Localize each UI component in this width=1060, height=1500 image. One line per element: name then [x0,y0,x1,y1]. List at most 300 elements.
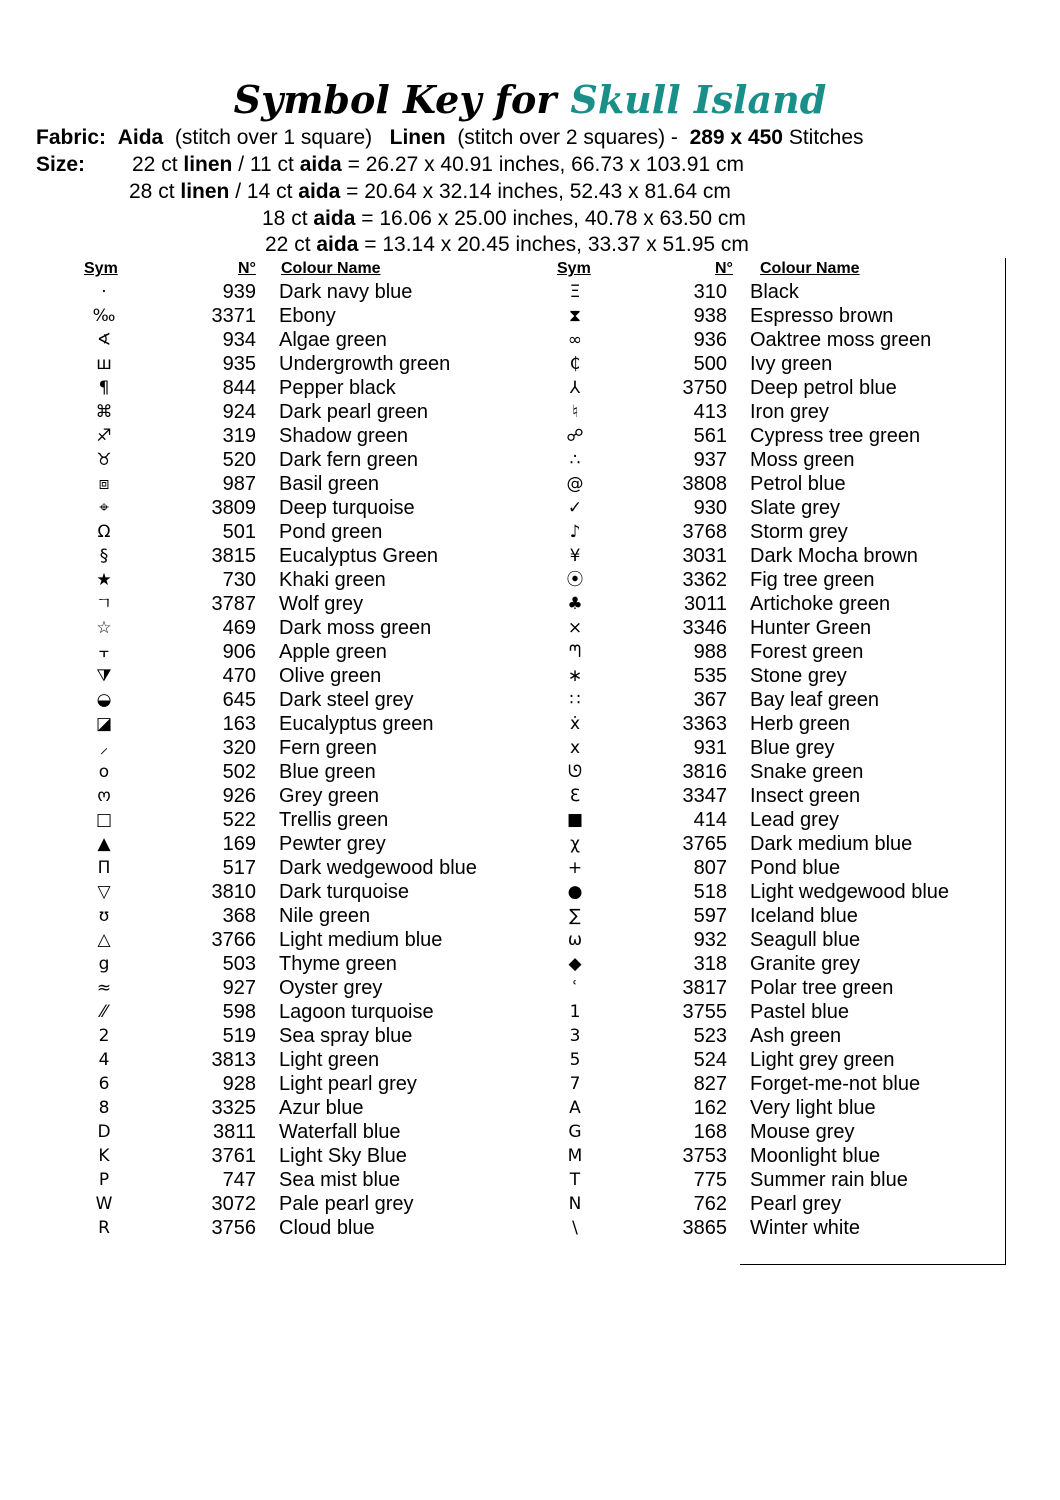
symbol-glyph: T [569,1170,581,1190]
colour-name: Herb green [750,713,851,735]
thread-number: 523 [693,1025,727,1047]
table-row [84,856,564,880]
table-row [84,760,564,784]
table-row [84,688,564,712]
thread-number: 3756 [211,1217,256,1239]
colour-name: Pale pearl grey [279,1193,414,1215]
symbol-glyph: \ [572,1218,578,1238]
colour-name: Mouse grey [750,1121,855,1143]
table-row [84,352,564,376]
colour-name: Forget-me-not blue [750,1073,921,1095]
thread-number: 3810 [211,881,256,903]
table-row [84,1192,564,1216]
table-row [84,304,564,328]
symbol-glyph: ⧩ [96,666,112,686]
symbol-glyph: A [569,1098,581,1118]
table-row [555,304,1035,328]
table-row [555,640,1035,664]
colour-name: Nile green [279,905,371,927]
colour-name: Light green [279,1049,380,1071]
colour-name: Light pearl grey [279,1073,417,1095]
symbol-glyph: ♮ [571,402,579,422]
colour-name: Lead grey [750,809,839,831]
table-row [84,592,564,616]
size-dimensions: = 20.64 x 32.14 inches, 52.43 x 81.64 cm [346,180,731,203]
table-row [555,904,1035,928]
symbol-glyph: ⦿ [566,570,584,590]
size-label-line [36,152,85,178]
symbol-glyph: ⸝ [99,738,109,758]
symbol-glyph: ∞ [567,330,583,350]
table-row [84,736,564,760]
colour-name: Pewter grey [279,833,386,855]
symbol-glyph: W [95,1194,113,1214]
thread-number: 162 [693,1097,727,1119]
table-row [555,1120,1035,1144]
symbol-glyph: ⌖ [99,498,109,518]
table-row [555,856,1035,880]
colour-name: Blue grey [750,737,835,759]
table-row [555,376,1035,400]
colour-name: Grey green [279,785,380,807]
colour-name: Azur blue [279,1097,364,1119]
symbol-glyph: 7 [569,1074,581,1094]
colour-name: Ebony [279,305,336,327]
thread-number: 775 [693,1169,727,1191]
symbol-glyph: ⨯ [567,618,583,638]
thread-number: 928 [222,1073,256,1095]
table-row [555,616,1035,640]
colour-name: Olive green [279,665,382,687]
symbol-glyph: o [98,762,110,782]
symbol-glyph: ● [567,882,583,902]
symbol-glyph: Π [97,858,111,878]
colour-name: Stone grey [750,665,847,687]
thread-number: 3787 [211,593,256,615]
symbol-glyph: ᘎ [567,762,583,782]
colour-name: Sea spray blue [279,1025,413,1047]
colour-name: Artichoke green [750,593,891,615]
symbol-glyph: ш [96,354,112,374]
colour-name: Espresso brown [750,305,894,327]
symbol-glyph: ∷ [569,690,581,710]
table-row [555,328,1035,352]
size-count: / 11 ct [238,153,294,176]
thread-number: 3813 [211,1049,256,1071]
colour-name: Iceland blue [750,905,858,927]
table-row [84,1216,564,1240]
colour-name: Dark turquoise [279,881,410,903]
thread-number: 469 [222,617,256,639]
size-fabric: linen [183,153,233,176]
thread-number: 367 [693,689,727,711]
thread-number: 561 [693,425,727,447]
colour-name: Cloud blue [279,1217,375,1239]
table-row [84,1072,564,1096]
table-row [555,1192,1035,1216]
symbol-glyph: · [101,282,107,302]
colour-name: Pastel blue [750,1001,849,1023]
symbol-glyph: M [567,1146,583,1166]
thread-number: 930 [693,497,727,519]
thread-number: 3761 [211,1145,256,1167]
table-row [555,1000,1035,1024]
header-sym-left: Sym [84,260,118,277]
table-row [555,760,1035,784]
thread-number: 3815 [211,545,256,567]
symbol-glyph: ω [567,930,583,950]
size-dimensions: = 16.06 x 25.00 inches, 40.78 x 63.50 cm [361,207,746,230]
table-row [84,400,564,424]
colour-name: Polar tree green [750,977,894,999]
thread-number: 3362 [682,569,727,591]
symbol-glyph: ∑ [569,906,581,926]
size-count: 28 ct [129,180,175,203]
table-row [555,1216,1035,1240]
table-row [84,976,564,1000]
thread-number: 598 [222,1001,256,1023]
colour-name: Apple green [279,641,387,663]
symbol-glyph: ▲ [97,834,111,854]
thread-number: 939 [222,281,256,303]
thread-number: 168 [693,1121,727,1143]
thread-number: 935 [222,353,256,375]
thread-number: 3347 [682,785,727,807]
colour-name: Fig tree green [750,569,875,591]
table-row [84,376,564,400]
thread-number: 3031 [682,545,727,567]
table-row [555,928,1035,952]
symbol-glyph: ʊ [98,906,110,926]
symbol-glyph: K [98,1146,110,1166]
colour-name: Pond green [279,521,383,543]
thread-number: 747 [222,1169,256,1191]
symbol-glyph: ♉ [96,450,112,470]
symbol-glyph: + [567,858,583,878]
symbol-glyph: ■ [566,810,584,830]
table-row [84,664,564,688]
size-fabric: linen [180,180,230,203]
symbol-glyph: N [568,1194,582,1214]
table-row [84,616,564,640]
thread-number: 924 [222,401,256,423]
table-row [555,424,1035,448]
colour-name: Dark fern green [279,449,418,471]
symbol-glyph: Ω [97,522,111,542]
colour-name: Dark steel grey [279,689,414,711]
symbol-glyph: ⧗ [569,306,581,326]
table-row [555,832,1035,856]
thread-number: 3865 [682,1217,727,1239]
thread-number: 518 [693,881,727,903]
table-row [555,448,1035,472]
colour-name: Pond blue [750,857,841,879]
colour-name: Eucalyptus green [279,713,434,735]
size-line [132,152,744,178]
table-row [555,1144,1035,1168]
table-row [84,568,564,592]
header-num-right: N° [715,260,733,277]
fabric-label: Fabric: [36,126,107,149]
size-count: 22 ct [132,153,178,176]
thread-number: 936 [693,329,727,351]
symbol-glyph: 5 [569,1050,581,1070]
table-row [555,712,1035,736]
thread-number: 502 [222,761,256,783]
thread-number: 3325 [211,1097,256,1119]
thread-number: 3766 [211,929,256,951]
table-row [84,424,564,448]
colour-name: Pearl grey [750,1193,842,1215]
table-row [84,1096,564,1120]
thread-number: 645 [222,689,256,711]
table-row [84,496,564,520]
table-row [555,976,1035,1000]
colour-name: Bay leaf green [750,689,879,711]
size-fabric: aida [316,233,359,256]
table-right-border [1005,258,1006,1264]
table-row [555,496,1035,520]
thread-number: 163 [222,713,256,735]
table-row [555,592,1035,616]
symbol-glyph: ⅄ [569,378,581,398]
size-fabric: aida [313,207,356,230]
symbol-glyph: ¶ [98,378,110,398]
symbol-glyph: ▽ [97,882,111,902]
thread-number: 501 [222,521,256,543]
colour-name: Khaki green [279,569,386,591]
symbol-glyph: △ [97,930,111,950]
colour-name: Dark moss green [279,617,432,639]
table-row [555,280,1035,304]
colour-name: Fern green [279,737,377,759]
fabric-linen: Linen [389,126,446,149]
thread-number: 844 [222,377,256,399]
thread-number: 3809 [211,497,256,519]
stitch-suffix: Stitches [788,126,864,149]
size-count: 22 ct [265,233,311,256]
fabric-aida-note: (stitch over 1 square) [174,126,373,149]
symbol-glyph: 2 [98,1026,110,1046]
symbol-glyph: D [97,1122,111,1142]
colour-name: Blue green [279,761,376,783]
thread-number: 503 [222,953,256,975]
size-label: Size: [36,153,86,176]
table-row [84,1120,564,1144]
thread-number: 987 [222,473,256,495]
colour-name: Dark pearl green [279,401,428,423]
table-row [555,1072,1035,1096]
colour-name: Oyster grey [279,977,383,999]
table-row [555,352,1035,376]
thread-number: 931 [693,737,727,759]
symbol-glyph: ¥ [569,546,581,566]
table-row [555,544,1035,568]
header-num-left: N° [238,260,256,277]
table-row [84,1168,564,1192]
symbol-glyph: ✓ [567,498,583,518]
table-row [555,736,1035,760]
symbol-glyph: ⧈ [98,474,110,494]
table-row [84,952,564,976]
thread-number: 524 [693,1049,727,1071]
symbol-glyph: □ [95,810,113,830]
symbol-glyph: ㄱ [95,594,113,614]
thread-number: 414 [693,809,727,831]
colour-name: Winter white [750,1217,861,1239]
thread-number: 926 [222,785,256,807]
symbol-glyph: ∗ [567,666,583,686]
table-row [555,688,1035,712]
symbol-glyph: ʿ [572,978,578,998]
page-title [0,74,1060,126]
symbol-glyph: ო [97,786,111,806]
table-row [555,1048,1035,1072]
thread-number: 318 [693,953,727,975]
table-row [84,880,564,904]
symbol-glyph: 1 [569,1002,581,1022]
table-row [555,472,1035,496]
symbol-glyph: ≈ [96,978,112,998]
table-row [84,328,564,352]
pattern-name: Skull Island [570,77,827,122]
colour-name: Dark Mocha brown [750,545,918,567]
symbol-glyph: g [98,954,110,974]
colour-name: Moonlight blue [750,1145,881,1167]
thread-number: 906 [222,641,256,663]
thread-number: 368 [222,905,256,927]
table-row [84,1144,564,1168]
thread-number: 520 [222,449,256,471]
thread-number: 3753 [682,1145,727,1167]
colour-name: Cypress tree green [750,425,921,447]
thread-number: 807 [693,857,727,879]
thread-number: 3765 [682,833,727,855]
fabric-linen-note: (stitch over 2 squares) - [457,126,678,149]
colour-name: Insect green [750,785,861,807]
fabric-line [36,125,864,151]
colour-name: Shadow green [279,425,408,447]
colour-name: Petrol blue [750,473,846,495]
table-row [555,1096,1035,1120]
colour-name: Light Sky Blue [279,1145,407,1167]
colour-name: Eucalyptus Green [279,545,438,567]
colour-name: Undergrowth green [279,353,451,375]
colour-name: Slate grey [750,497,841,519]
colour-name: Moss green [750,449,855,471]
thread-number: 3750 [682,377,727,399]
thread-number: 827 [693,1073,727,1095]
thread-number: 597 [693,905,727,927]
fabric-aida: Aida [117,126,164,149]
symbol-glyph: § [99,546,109,566]
colour-name: Ash green [750,1025,842,1047]
table-row [84,640,564,664]
symbol-glyph: ∴ [569,450,581,470]
table-row [84,712,564,736]
symbol-glyph: ⫟ [98,642,110,662]
stitch-count: 289 x 450 [689,126,783,149]
thread-number: 3346 [682,617,727,639]
colour-name: Hunter Green [750,617,872,639]
thread-number: 932 [693,929,727,951]
thread-number: 3755 [682,1001,727,1023]
thread-number: 730 [222,569,256,591]
symbol-glyph: ◪ [95,714,113,734]
colour-name: Black [750,281,799,303]
colour-name: Summer rain blue [750,1169,908,1191]
thread-number: 3816 [682,761,727,783]
header-sym-right: Sym [557,260,591,277]
colour-name: Trellis green [279,809,389,831]
table-row [84,448,564,472]
thread-number: 3811 [212,1121,256,1143]
colour-name: Algae green [279,329,387,351]
colour-name: Sea mist blue [279,1169,401,1191]
colour-name: Light medium blue [279,929,443,951]
size-fabric: aida [299,153,342,176]
size-fabric: aida [298,180,341,203]
thread-number: 3817 [682,977,727,999]
table-row [84,280,564,304]
symbol-glyph: ∢ [96,330,112,350]
table-row [84,520,564,544]
table-row [84,784,564,808]
symbol-glyph: χ [570,834,580,854]
colour-name: Dark medium blue [750,833,913,855]
table-row [555,952,1035,976]
colour-name: Thyme green [279,953,397,975]
thread-number: 3072 [211,1193,256,1215]
colour-name: Deep petrol blue [750,377,897,399]
colour-name: Deep turquoise [279,497,415,519]
thread-number: 319 [222,425,256,447]
table-row [555,520,1035,544]
symbol-glyph: R [98,1218,110,1238]
symbol-glyph: ᘉ [568,642,582,662]
colour-name: Granite grey [750,953,861,975]
thread-number: 470 [222,665,256,687]
symbol-glyph: G [568,1122,582,1142]
size-line [262,206,746,232]
thread-number: 927 [222,977,256,999]
thread-number: 3768 [682,521,727,543]
size-count: 18 ct [262,207,308,230]
table-row [84,1024,564,1048]
table-row [84,472,564,496]
thread-number: 3808 [682,473,727,495]
symbol-glyph: 8 [98,1098,110,1118]
symbol-glyph: ‰ [92,306,116,326]
thread-number: 937 [693,449,727,471]
size-line [265,232,749,258]
table-row [555,1168,1035,1192]
table-row [84,808,564,832]
symbol-glyph: @ [566,474,584,494]
colour-name: Ivy green [750,353,833,375]
thread-number: 3363 [682,713,727,735]
table-row [555,784,1035,808]
symbol-glyph: ẋ [569,714,581,734]
symbol-glyph: ℇ [569,786,581,806]
colour-name: Pepper black [279,377,396,399]
thread-number: 762 [693,1193,727,1215]
table-row [555,400,1035,424]
colour-name: Dark navy blue [279,281,413,303]
header-name-left: Colour Name [281,260,381,277]
thread-number: 320 [222,737,256,759]
colour-name: Light wedgewood blue [750,881,950,903]
